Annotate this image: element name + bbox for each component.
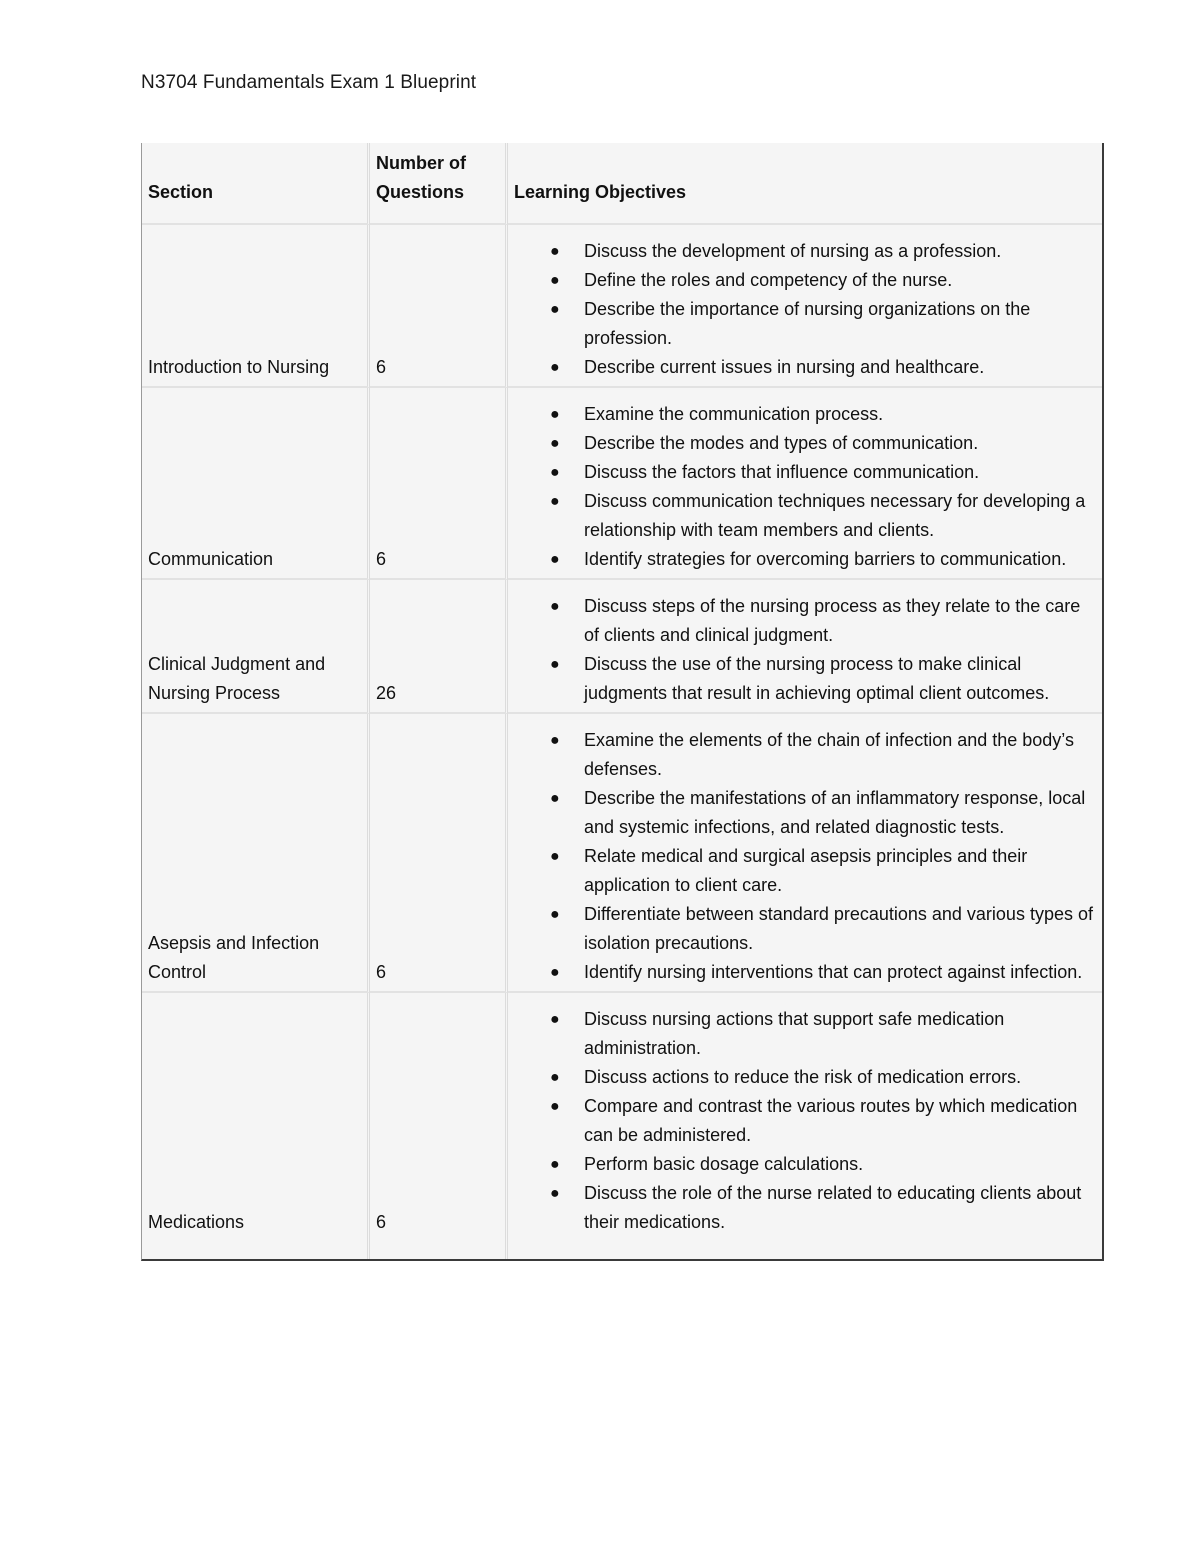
learning-objectives-cell [508,714,1102,993]
objective-text: Discuss the factors that influence communication. [584,462,980,482]
section-name-cell: Clinical Judgment and Nursing Process [142,580,370,714]
objective-text: Discuss steps of the nursing process as they relate to the care of clients and clinical judgment. [584,596,1081,645]
objective-item [514,1150,1096,1179]
table-row [142,714,1102,993]
bullet-icon: ● [550,1011,560,1028]
section-name-cell: Medications [142,993,370,1259]
bullet-icon: ● [550,359,560,376]
objective-list [514,237,1096,382]
objective-list [514,592,1096,708]
objective-item [514,1063,1096,1092]
learning-objectives-cell [508,388,1102,580]
bullet-icon: ● [550,656,560,673]
objective-text: Perform basic dosage calculations. [584,1154,864,1174]
objective-text: Identify nursing interventions that can protect against infection. [584,962,1083,982]
objective-item [514,353,1096,382]
objective-text: Describe the manifestations of an inflammatory response, local and systemic infections, and related diagnostic tests. [584,788,1086,837]
document-title: N3704 Fundamentals Exam 1 Blueprint [141,72,477,93]
objective-text: Discuss the role of the nurse related to educating clients about their medications. [584,1183,1082,1232]
objective-list [514,726,1096,987]
objective-item [514,266,1096,295]
objective-text: Discuss the development of nursing as a profession. [584,241,1002,261]
objective-text: Examine the elements of the chain of infection and the body’s defenses. [584,730,1074,779]
objective-item [514,1005,1096,1063]
objective-text: Discuss actions to reduce the risk of medication errors. [584,1067,1022,1087]
section-name-cell: Asepsis and Infection Control [142,714,370,993]
objective-item [514,1092,1096,1150]
bullet-icon: ● [550,1156,560,1173]
bullet-icon: ● [550,1098,560,1115]
question-count-cell: 6 [370,714,508,993]
objective-text: Describe the importance of nursing organizations on the profession. [584,299,1031,348]
objective-item [514,237,1096,266]
bullet-icon: ● [550,906,560,923]
objective-item [514,842,1096,900]
objective-text: Describe current issues in nursing and healthcare. [584,357,985,377]
learning-objectives-cell [508,580,1102,714]
objective-item [514,900,1096,958]
table-body [142,225,1102,1259]
objective-item [514,545,1096,574]
question-count-cell: 26 [370,580,508,714]
bullet-icon: ● [550,551,560,568]
objective-text: Describe the modes and types of communication. [584,433,979,453]
objective-item [514,650,1096,708]
objective-text: Discuss the use of the nursing process to make clinical judgments that result in achieving optimal client outcomes. [584,654,1050,703]
objective-text: Discuss nursing actions that support safe medication administration. [584,1009,1005,1058]
objective-list [514,400,1096,574]
table-row [142,225,1102,388]
header-row [142,143,1102,225]
table-row [142,580,1102,714]
bullet-icon: ● [550,732,560,749]
bullet-icon: ● [550,301,560,318]
objective-item [514,784,1096,842]
bullet-icon: ● [550,493,560,510]
bullet-icon: ● [550,464,560,481]
table-row [142,388,1102,580]
bullet-icon: ● [550,790,560,807]
objective-text: Relate medical and surgical asepsis principles and their application to client care. [584,846,1028,895]
learning-objectives-cell [508,993,1102,1259]
bullet-icon: ● [550,272,560,289]
question-count-cell: 6 [370,225,508,388]
question-count-cell: 6 [370,993,508,1259]
bullet-icon: ● [550,406,560,423]
table-row [142,993,1102,1259]
objective-text: Identify strategies for overcoming barriers to communication. [584,549,1067,569]
objective-item [514,726,1096,784]
objective-item [514,400,1096,429]
objective-item [514,592,1096,650]
header-learning-objectives: Learning Objectives [508,143,1102,225]
objective-item [514,429,1096,458]
bullet-icon: ● [550,964,560,981]
objective-item [514,1179,1096,1237]
objective-item [514,458,1096,487]
section-name-cell: Introduction to Nursing [142,225,370,388]
objective-item [514,295,1096,353]
objective-text: Differentiate between standard precautions and various types of isolation precautions. [584,904,1093,953]
objective-text: Examine the communication process. [584,404,884,424]
objective-item [514,958,1096,987]
objective-text: Discuss communication techniques necessary for developing a relationship with team members and clients. [584,491,1086,540]
blueprint-table [141,143,1104,1261]
objective-list [514,1005,1096,1237]
bullet-icon: ● [550,435,560,452]
bullet-icon: ● [550,598,560,615]
objective-text: Compare and contrast the various routes by which medication can be administered. [584,1096,1078,1145]
objective-text: Define the roles and competency of the nurse. [584,270,953,290]
bullet-icon: ● [550,243,560,260]
objective-item [514,487,1096,545]
bullet-icon: ● [550,1069,560,1086]
header-question-count: Number of Questions [370,143,508,225]
bullet-icon: ● [550,1185,560,1202]
section-name-cell: Communication [142,388,370,580]
header-section: Section [142,143,370,225]
question-count-cell: 6 [370,388,508,580]
bullet-icon: ● [550,848,560,865]
learning-objectives-cell [508,225,1102,388]
